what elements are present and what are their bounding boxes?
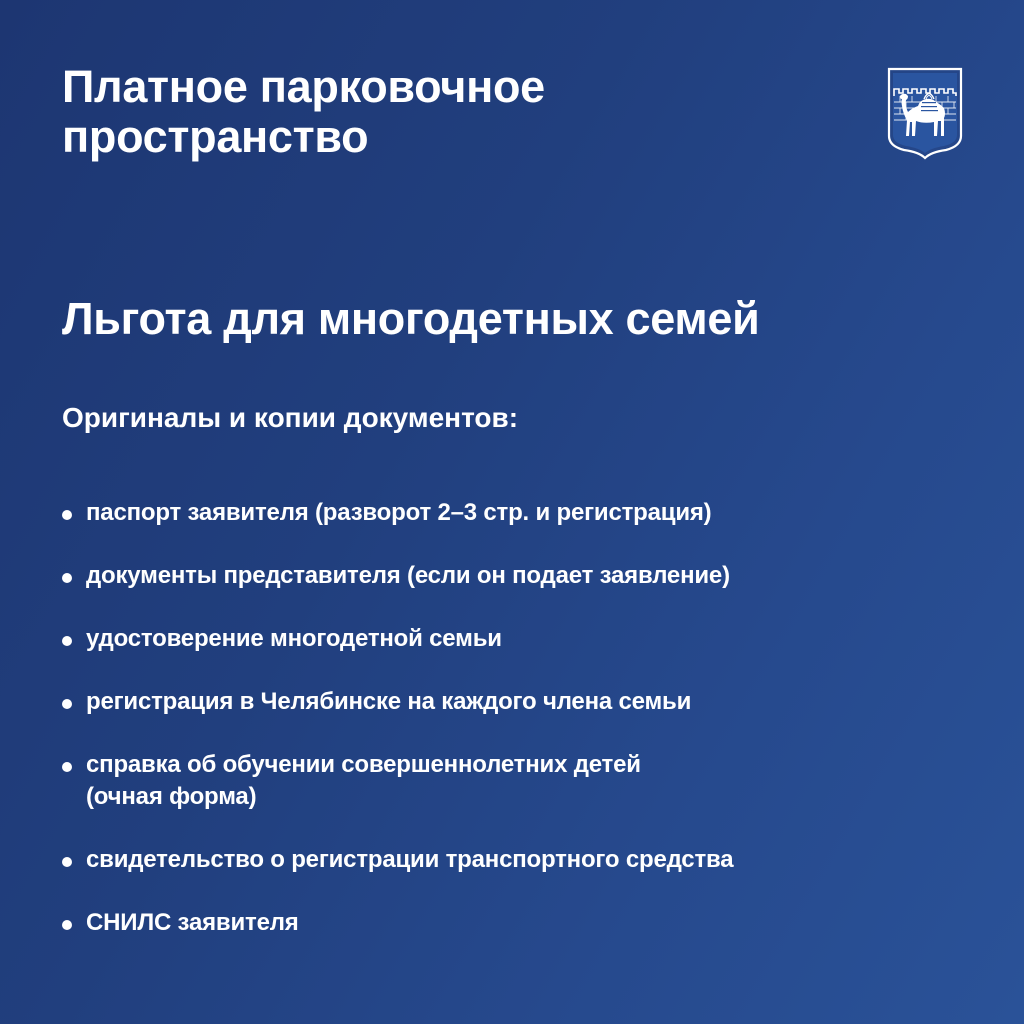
bullet-icon [62, 857, 72, 867]
list-item-text: справка об обучении совершеннолетних детей [86, 751, 641, 778]
bullet-icon [62, 699, 72, 709]
list-item-text: удостоверение многодетной семьи [86, 625, 502, 652]
list-item-text: свидетельство о регистрации транспортного средства [86, 846, 734, 873]
documents-list [62, 497, 962, 970]
coat-of-arms-icon [886, 66, 964, 160]
list-item-text: СНИЛС заявителя [86, 909, 299, 936]
list-item-text: паспорт заявителя (разворот 2–3 стр. и регистрация) [86, 499, 712, 526]
list-item-text-continued: (очная форма) [86, 783, 257, 810]
bullet-icon [62, 762, 72, 772]
list-item-text: документы представителя (если он подает заявление) [86, 562, 730, 589]
list-item-passport [62, 497, 962, 529]
bullet-icon [62, 920, 72, 930]
bullet-icon [62, 510, 72, 520]
documents-heading: Оригиналы и копии документов: [62, 402, 519, 433]
page-title-line-2: пространство [62, 111, 369, 162]
page-title-line-1: Платное парковочное [62, 61, 545, 112]
list-item-text: регистрация в Челябинске на каждого члена семьи [86, 688, 692, 715]
bullet-icon [62, 636, 72, 646]
page-title [62, 62, 545, 162]
bullet-icon [62, 573, 72, 583]
benefit-title: Льгота для многодетных семей [62, 293, 760, 344]
list-item-study-certificate [62, 749, 962, 813]
list-item-registration-chelyabinsk [62, 686, 962, 718]
list-item-representative-documents [62, 560, 962, 592]
list-item-large-family-certificate [62, 623, 962, 655]
list-item-vehicle-registration [62, 844, 962, 876]
list-item-snils [62, 907, 962, 939]
